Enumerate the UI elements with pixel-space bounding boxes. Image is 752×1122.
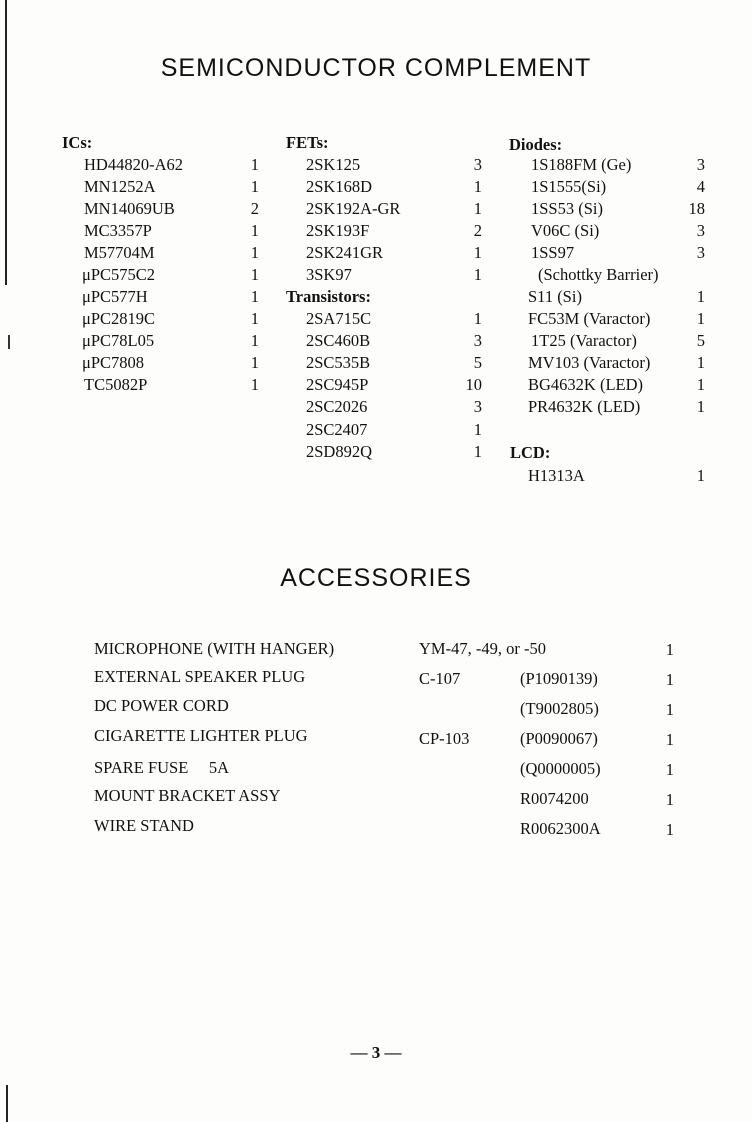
fet-qty: 2: [473, 221, 482, 240]
accessory-model: YM-47, -49, or -50: [419, 639, 546, 658]
transistor-name: 2SC945P: [306, 375, 369, 394]
accessory-part: (Q0000005): [520, 759, 601, 778]
diode-name: PR4632K (LED): [528, 397, 641, 416]
accessory-model: C-107: [419, 669, 461, 688]
diode-qty: 5: [696, 331, 705, 350]
accessory-item: MOUNT BRACKET ASSY: [94, 786, 281, 805]
margin-mark: [8, 335, 10, 349]
diode-qty: 18: [688, 199, 705, 218]
lcd-name: H1313A: [528, 466, 585, 485]
diode-name: BG4632K (LED): [528, 375, 644, 394]
accessory-part: (P1090139): [520, 669, 598, 688]
ic-qty: 2: [250, 199, 259, 218]
diode-name: 1SS53 (Si): [531, 199, 603, 218]
fet-name: 2SK125: [306, 155, 361, 174]
transistor-name: 2SC2407: [306, 420, 368, 439]
transistor-qty: 10: [465, 375, 482, 394]
accessory-qty: 1: [665, 820, 674, 839]
transistors-heading: Transistors:: [286, 287, 371, 306]
accessory-item: SPARE FUSE 5A: [94, 758, 230, 777]
accessories-title: ACCESSORIES: [280, 564, 472, 592]
ic-qty: 1: [250, 243, 259, 262]
ic-qty: 1: [250, 287, 259, 306]
accessory-qty: 1: [665, 640, 674, 659]
diode-name: 1S188FM (Ge): [531, 155, 632, 174]
accessory-model: CP-103: [419, 729, 470, 748]
accessory-qty: 1: [665, 790, 674, 809]
accessory-item: DC POWER CORD: [94, 696, 229, 715]
diode-qty: 1: [696, 353, 705, 372]
fet-qty: 1: [473, 243, 482, 262]
accessory-qty: 1: [665, 700, 674, 719]
transistor-name: 2SD892Q: [306, 442, 373, 461]
diode-qty: 1: [696, 309, 705, 328]
ic-qty: 1: [250, 221, 259, 240]
diode-name: 1SS97: [531, 243, 575, 262]
transistor-name: 2SA715C: [306, 309, 372, 328]
ic-qty: 1: [250, 375, 259, 394]
accessory-part: (T9002805): [520, 699, 599, 718]
fets-heading: FETs:: [286, 133, 329, 152]
accessory-part: (P0090067): [520, 729, 598, 748]
transistor-qty: 1: [473, 442, 482, 461]
ics-heading: ICs:: [62, 133, 93, 152]
transistor-qty: 5: [473, 353, 482, 372]
accessory-part: R0062300A: [520, 819, 601, 838]
lcd-heading: LCD:: [510, 443, 551, 462]
transistor-name: 2SC460B: [306, 331, 371, 350]
fet-qty: 3: [473, 155, 482, 174]
ic-name: TC5082P: [84, 375, 148, 394]
transistor-qty: 3: [473, 397, 482, 416]
fet-qty: 1: [473, 177, 482, 196]
diode-name: 1T25 (Varactor): [531, 331, 637, 350]
fet-qty: 1: [473, 265, 482, 284]
diode-note: (Schottky Barrier): [538, 265, 659, 284]
diode-qty: 1: [696, 397, 705, 416]
fet-name: 3SK97: [306, 265, 352, 284]
semiconductor-title: SEMICONDUCTOR COMPLEMENT: [160, 54, 592, 82]
diode-qty: 3: [696, 243, 705, 262]
ic-name: μPC7808: [82, 353, 145, 372]
accessory-qty: 1: [665, 760, 674, 779]
ic-name: μPC2819C: [82, 309, 156, 328]
accessory-item: EXTERNAL SPEAKER PLUG: [94, 667, 306, 686]
ic-name: μPC575C2: [82, 265, 156, 284]
accessory-qty: 1: [665, 670, 674, 689]
transistor-name: 2SC535B: [306, 353, 371, 372]
fet-name: 2SK241GR: [306, 243, 384, 262]
diode-qty: 3: [696, 155, 705, 174]
diode-name: MV103 (Varactor): [528, 353, 651, 372]
ic-name: μPC78L05: [82, 331, 155, 350]
fet-name: 2SK168D: [306, 177, 373, 196]
ic-qty: 1: [250, 309, 259, 328]
accessory-qty: 1: [665, 730, 674, 749]
diode-name: S11 (Si): [528, 287, 582, 306]
fet-name: 2SK192A-GR: [306, 199, 401, 218]
diode-name: 1S1555(Si): [531, 177, 607, 196]
ic-name: M57704M: [84, 243, 155, 262]
accessory-item: WIRE STAND: [94, 816, 194, 835]
ic-qty: 1: [250, 155, 259, 174]
binding-edge-line: [5, 0, 7, 285]
diode-qty: 1: [696, 287, 705, 306]
transistor-qty: 3: [473, 331, 482, 350]
ic-qty: 1: [250, 353, 259, 372]
diode-qty: 4: [696, 177, 705, 196]
diodes-heading: Diodes:: [509, 135, 563, 154]
transistor-name: 2SC2026: [306, 397, 368, 416]
accessory-item: CIGARETTE LIGHTER PLUG: [94, 726, 308, 745]
accessory-part: R0074200: [520, 789, 589, 808]
diode-qty: 3: [696, 221, 705, 240]
transistor-qty: 1: [473, 309, 482, 328]
page-number: — 3 —: [350, 1043, 402, 1062]
ic-name: MC3357P: [84, 221, 152, 240]
fet-qty: 1: [473, 199, 482, 218]
ic-name: MN14069UB: [84, 199, 175, 218]
diode-qty: 1: [696, 375, 705, 394]
ic-name: HD44820-A62: [84, 155, 183, 174]
diode-name: FC53M (Varactor): [528, 309, 651, 328]
ic-name: MN1252A: [84, 177, 156, 196]
ic-name: μPC577H: [82, 287, 148, 306]
fet-name: 2SK193F: [306, 221, 370, 240]
ic-qty: 1: [250, 331, 259, 350]
ic-qty: 1: [250, 177, 259, 196]
binding-edge-line-bottom: [6, 1085, 8, 1122]
ic-qty: 1: [250, 265, 259, 284]
diode-name: V06C (Si): [531, 221, 600, 240]
lcd-qty: 1: [696, 466, 705, 485]
transistor-qty: 1: [473, 420, 482, 439]
accessory-item: MICROPHONE (WITH HANGER): [94, 639, 335, 658]
